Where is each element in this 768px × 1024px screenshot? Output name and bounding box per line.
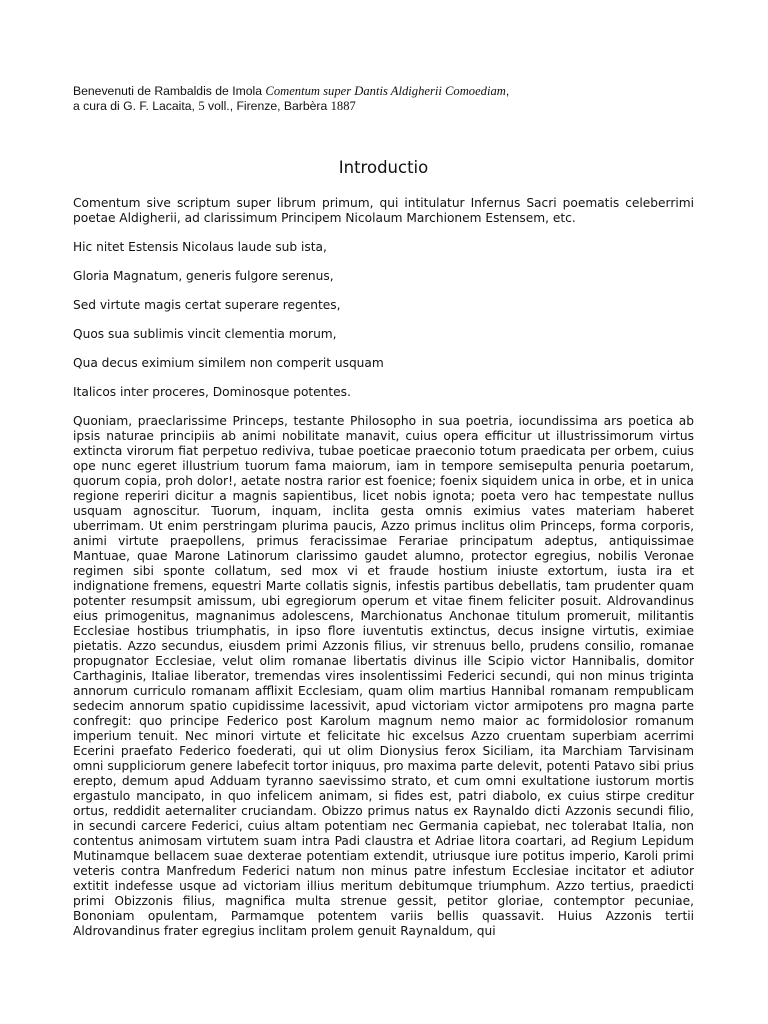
source-citation	[73, 84, 694, 114]
verse-line: Hic nitet Estensis Nicolaus laude sub ista,	[73, 240, 327, 254]
verse-line: Gloria Magnatum, generis fulgore serenus,	[73, 269, 334, 283]
verse-line: Quos sua sublimis vincit clementia morum,	[73, 327, 337, 341]
source-publisher: voll., Firenze, Barbèra	[208, 99, 328, 113]
source-comma: ,	[505, 84, 510, 98]
main-paragraph: Quoniam, praeclarissime Princeps, testante Philosopho in sua poetria, iocundissima ars poetica ab ipsis naturae principiis ab animi nobilitate manavit, cuius opera efficitur ut illustrissimorum virtus extincta virorum fiat perpetuo rediviva, tubae poeticae praeconio totum praedicata per orbem, cuius ope nunc egeret illustrium tuorum fama maiorum, iam in tempore semisepulta penuria poetarum, quorum copia, proh dolor!, aetate nostra rarior est foenice; foenix siquidem unica in orbe, et in unica regione reperiri dicitur a magnis sapientibus, licet nobis ignota; poeta vero hac tempestate nullus usquam agnoscitur. Tuorum, inquam, inclita gesta omnis eximius vates materiam haberet uberrimam. Ut enim perstringam plurima paucis, Azzo primus inclitus olim Princeps, forma corporis, animi virtute praepollens, primus feracissimae Ferariae principatum adeptus, antiquissimae Mantuae, quae Marone Latinorum clarissimo gaudet alumno, protector egregius, nobilis Veronae regimen sibi sponte collatum, sed mox vi et fraude hostium iniuste extortum, iusta ira et indignatione fremens, equestri Marte collatis signis, infestis partibus debellatis, tam prudenter quam potenter resumpsit amissum, ubi egregiorum operum et vitae finem feliciter posuit. Aldrovandinus eius primogenitus, magnanimus adolescens, Marchionatus Anchonae titulum promeruit, militantis Ecclesiae hostibus triumphatis, in ipso flore iuventutis extinctus, decus insigne virtutis, eximiae pietatis. Azzo secundus, eiusdem primi Azzonis filius, vir strenuus bello, prudens consilio, romanae propugnator Ecclesiae, velut olim romanae libertatis divinus ille Scipio victor Hannibalis, domitor Carthaginis, Italiae liberator, tremendas vires insolentissimi Federici secundi, qui non minus triginta annorum curriculo romanam afflixit Ecclesiam, quam olim martius Hannibal romanam rempublicam sedecim annorum spatio cupidissime lacessivit, apud victoriam victor armipotens pro magna parte confregit: quo principe Federico post Karolum magnum nemo maior ac formidolosior romanum imperium tenuit. Nec minori virtute et felicitate hic excelsus Azzo cruentam superbiam acerrimi Ecerini praefato Federico foederati, qui ut olim Dionysius ferox Siciliam, ita Marchiam Tarvisinam omni suppliciorum genere labefecit tortor iniquus, pro maxima parte delevit, potenti Patavo sibi prius erepto, demum apud Adduam tyranno saevissimo strato, et cum omni exultatione iustorum mortis ergastulo mancipato, in quo infelicem animam, si fides est, patri diabolo, ex cuius stirpe creditur ortus, reddidit aeternaliter cruciandam. Obizzo primus natus ex Raynaldo dicti Azzonis secundi filio, in secundi carcere Federici, cuius altam potentiam nec Germania capiebat, nec tolerabat Italia, non contentus animosam virtutem suam intra Padi claustra et Adriae litora coartari, ad Regium Lepidum Mutinamque bellacem suae dexterae potentiam extendit, utriusque iure potitus imperio, Karoli primi veteris contra Manfredum Federici natum non minus patre infestum Ecclesiae incitator et adiutor extitit indefesse usque ad victoriam illius meritum debitumque triumphum. Azzo tertius, praedicti primi Obizzonis filius, magnifica multa strenue gessit, petitor gloriae, contemptor pecuniae, Bononiam opulentam, Parmamque potentem variis bellis quassavit. Huius Azzonis tertii Aldrovandinus frater egregius inclitam prolem genuit Raynaldum, qui	[73, 414, 694, 938]
verse-line: Italicos inter proceres, Dominosque potentes.	[73, 385, 351, 399]
verse-line: Sed virtute magis certat superare regentes,	[73, 298, 341, 312]
source-year: 1887	[330, 99, 356, 113]
source-edition: a cura di G. F. Lacaita,	[73, 99, 195, 113]
page-title: Introductio	[338, 158, 429, 177]
source-author: Benevenuti de Rambaldis de Imola	[73, 84, 263, 98]
source-volumes-number: 5	[198, 99, 205, 113]
intro-paragraph: Comentum sive scriptum super librum primum, qui intitulatur Infernus Sacri poematis celeberrimi poetae Aldigherii, ad clarissimum Principem Nicolaum Marchionem Estensem, etc.	[73, 196, 694, 225]
source-work-title: Comentum super Dantis Aldigherii Comoediam	[265, 84, 506, 98]
verse-line: Qua decus eximium similem non comperit usquam	[73, 356, 384, 370]
document-page	[73, 84, 694, 939]
